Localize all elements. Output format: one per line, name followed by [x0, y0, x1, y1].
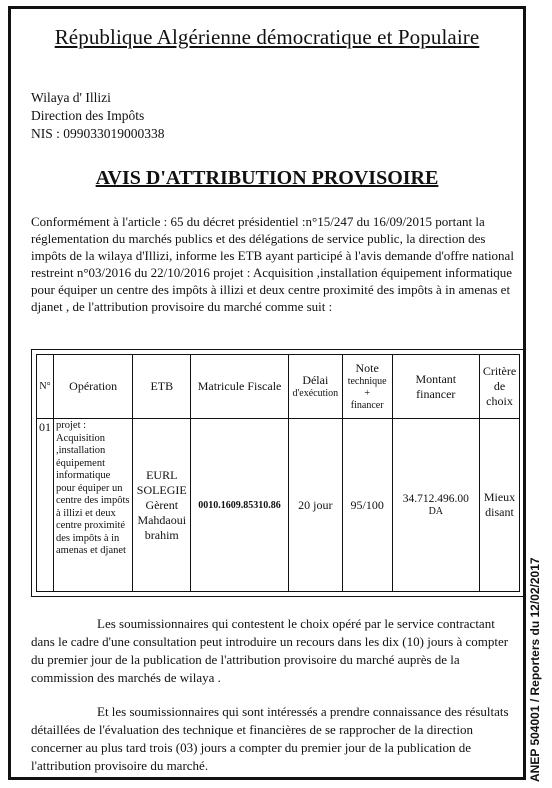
cell-delai: 20 jour — [288, 419, 342, 592]
cell-operation: projet : Acquisition ,installation équipement informatique pour équiper un centre des impôts à illizi et deux centre proximité des impôts à in amenas et djanet — [54, 419, 133, 592]
republic-heading: République Algérienne démocratique et Populaire — [54, 25, 480, 49]
cell-montant: 34.712.496.00 DA — [392, 419, 479, 592]
header-note: Note technique + financer — [342, 355, 392, 419]
cell-critere: Mieux disant — [480, 419, 520, 592]
header-no: N° — [37, 355, 54, 419]
header-delai: Délai d'exécution — [288, 355, 342, 419]
table-header-row — [37, 355, 520, 419]
issuer-block — [31, 89, 165, 143]
publication-caption: ANEP 504001 / Reporters du 12/02/2017 — [528, 557, 542, 782]
header-matricule: Matricule Fiscale — [191, 355, 289, 419]
results-paragraph: Et les soumissionnaires qui sont intéressés a prendre connaissance des résultats détaillées de l'évaluation des technique et financières de se rapprocher de la direction concerner au plus tard trois (03) jours a compter du premier jour de la publication de l'attribution provisoire du marché. — [31, 704, 509, 773]
recourse-paragraph: Les soumissionnaires qui contestent le choix opéré par le service contractant dans le cadre d'une consultation peut introduire un recours dans les dix (10) jours à compter du premier jour de la publication de l'attribution provisoire du marché auprès de la commission des marchés de wilaya . — [31, 616, 509, 685]
header-operation: Opération — [54, 355, 133, 419]
header-critere: Critère de choix — [480, 355, 520, 419]
notice-title: AVIS D'ATTRIBUTION PROVISOIRE — [95, 167, 439, 189]
intro-paragraph: Conformément à l'article : 65 du décret présidentiel :n°15/247 du 16/09/2015 portant la réglementation du marchés publics et des délégations de service public, la direction des impôts de la wilaya d'Illizi, informe les ETB ayant participé à l'avis demande d'offre national restreint n°03/2016 du 22/10/2016 projet : Acquisition ,installation équipement informatique pour équiper un centre des impôts à illizi et deux centre proximité des impôts à in amenas et djanet , de l'attribution provisoire du marché comme suit : — [31, 214, 514, 314]
cell-matricule: 0010.1609.85310.86 — [191, 419, 289, 592]
cell-note: 95/100 — [342, 419, 392, 592]
table-row — [37, 419, 520, 592]
nis-line: NIS : 099033019000338 — [31, 126, 165, 141]
cell-no: 01 — [37, 419, 54, 592]
notice-frame — [8, 6, 526, 780]
award-table — [36, 354, 520, 592]
header-etb: ETB — [133, 355, 191, 419]
header-montant: Montant financer — [392, 355, 479, 419]
cell-etb: EURL SOLEGIE Gèrent Mahdaoui brahim — [133, 419, 191, 592]
direction-line: Direction des Impôts — [31, 108, 145, 123]
award-table-box — [31, 349, 525, 597]
wilaya-line: Wilaya d' Illizi — [31, 90, 111, 105]
